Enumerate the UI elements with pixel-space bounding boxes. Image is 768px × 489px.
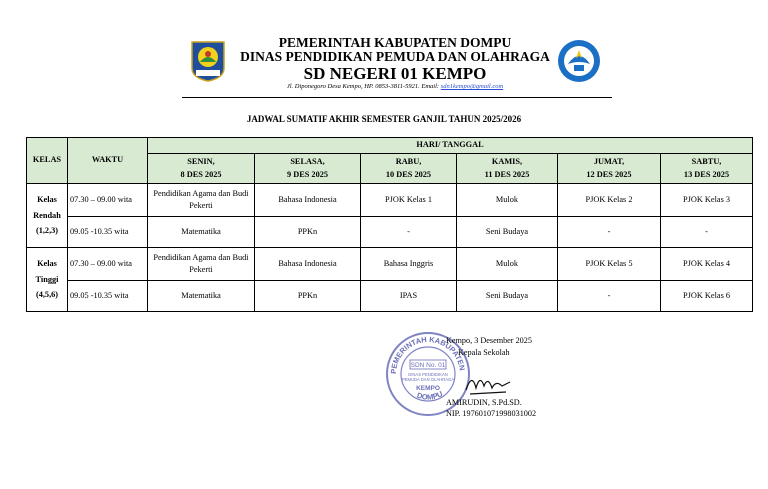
subject-cell: -: [661, 217, 753, 248]
handwritten-signature: [462, 368, 514, 398]
header-government-line: PEMERINTAH KABUPATEN DOMPU: [278, 35, 512, 50]
subject-cell: Bahasa Inggris: [361, 248, 457, 281]
day-name: SENIN,: [187, 157, 215, 167]
subject-cell: PPKn: [255, 217, 361, 248]
header-day-4: [558, 154, 661, 184]
header-hari-tanggal: HARI/ TANGGAL: [148, 138, 753, 154]
address-text: Jl. Diponegoro Desa Kempo, HP. 0853-3811-5921. Email:: [286, 83, 441, 90]
subject-cell: Mulok: [457, 248, 558, 281]
header-day-1: [255, 154, 361, 184]
schedule-title: JADWAL SUMATIF AKHIR SEMESTER GANJIL TAHUN 2025/2026: [246, 114, 522, 124]
waktu-cell: 07.30 – 09.00 wita: [68, 248, 148, 281]
kelas-label-line: (1,2,3): [35, 226, 59, 236]
waktu-cell: 09.05 -10.35 wita: [68, 281, 148, 312]
day-name: SELASA,: [290, 157, 325, 167]
table-row: [27, 281, 753, 312]
subject-cell: Bahasa Indonesia: [255, 248, 361, 281]
day-date: 8 DES 2025: [180, 169, 222, 179]
subject-cell: -: [558, 281, 661, 312]
kelas-label-line: Kelas: [37, 194, 57, 204]
svg-text:PEMUDA DAN OLAHRAGA: PEMUDA DAN OLAHRAGA: [401, 377, 455, 382]
kelas-label-line: Rendah: [33, 210, 61, 220]
svg-text:DINAS PENDIDIKAN: DINAS PENDIDIKAN: [408, 372, 448, 377]
subject-cell: Seni Budaya: [457, 217, 558, 248]
header-waktu: WAKTU: [68, 138, 148, 184]
subject-cell: PJOK Kelas 2: [558, 184, 661, 217]
header-address: [230, 83, 560, 90]
header-day-2: [361, 154, 457, 184]
subject-cell: Mulok: [457, 184, 558, 217]
kelas-label-line: Kelas: [37, 258, 57, 268]
header-day-3: [457, 154, 558, 184]
table-row: [27, 248, 753, 281]
day-date: 11 DES 2025: [484, 169, 530, 179]
svg-text:SDN No. 01: SDN No. 01: [410, 362, 446, 369]
svg-text:PEMERINTAH KABUPATEN: PEMERINTAH KABUPATEN: [388, 334, 467, 375]
signature-place-date: Kempo, 3 Desember 2025: [446, 336, 532, 345]
subject-cell: PJOK Kelas 3: [661, 184, 753, 217]
table-row: [27, 217, 753, 248]
subject-cell: PJOK Kelas 5: [558, 248, 661, 281]
kelas-label-line: (4,5,6): [35, 290, 59, 300]
header-day-5: [661, 154, 753, 184]
schedule-table: [26, 137, 753, 312]
subject-cell: Seni Budaya: [457, 281, 558, 312]
day-date: 13 DES 2025: [683, 169, 730, 179]
subject-cell: Matematika: [148, 217, 255, 248]
tut-wuri-handayani-logo: [556, 38, 602, 84]
kelas-cell: [27, 184, 68, 248]
subject-cell: PJOK Kelas 4: [661, 248, 753, 281]
waktu-cell: 07.30 – 09.00 wita: [68, 184, 148, 217]
subject-cell: Pendidikan Agama dan Budi Pekerti: [148, 248, 255, 281]
subject-cell: Pendidikan Agama dan Budi Pekerti: [148, 184, 255, 217]
subject-cell: Matematika: [148, 281, 255, 312]
subject-cell: Bahasa Indonesia: [255, 184, 361, 217]
day-name: KAMIS,: [491, 157, 523, 167]
subject-cell: PJOK Kelas 6: [661, 281, 753, 312]
dompu-regency-logo: [190, 40, 226, 82]
header-school-name: SD NEGERI 01 KEMPO: [303, 64, 487, 83]
subject-cell: PJOK Kelas 1: [361, 184, 457, 217]
waktu-cell: 09.05 -10.35 wita: [68, 217, 148, 248]
svg-text:KEMPO: KEMPO: [416, 385, 440, 392]
signature-name: AMIRUDIN, S.Pd.SD.: [446, 398, 522, 407]
signature-nip: NIP. 197601071998031002: [446, 409, 537, 418]
header-department-line: DINAS PENDIDIKAN PEMUDA DAN OLAHRAGA: [240, 49, 550, 64]
header-day-0: [148, 154, 255, 184]
day-date: 12 DES 2025: [586, 169, 632, 179]
svg-text:DOMPU: DOMPU: [415, 389, 445, 402]
day-date: 10 DES 2025: [385, 169, 432, 179]
kelas-cell: [27, 248, 68, 312]
day-date: 9 DES 2025: [286, 169, 329, 179]
subject-cell: PPKn: [255, 281, 361, 312]
header-kelas: KELAS: [27, 138, 68, 184]
table-row: [27, 184, 753, 217]
signature-role: Kepala Sekolah: [458, 348, 510, 357]
subject-cell: IPAS: [361, 281, 457, 312]
day-name: JUMAT,: [593, 157, 625, 167]
day-name: SABTU,: [691, 157, 722, 167]
email-link[interactable]: sdn1kempo@gmail.com: [440, 83, 504, 90]
subject-cell: -: [558, 217, 661, 248]
subject-cell: -: [361, 217, 457, 248]
kelas-label-line: Tinggi: [35, 274, 59, 284]
header-divider: [182, 97, 612, 98]
day-name: RABU,: [395, 157, 422, 167]
